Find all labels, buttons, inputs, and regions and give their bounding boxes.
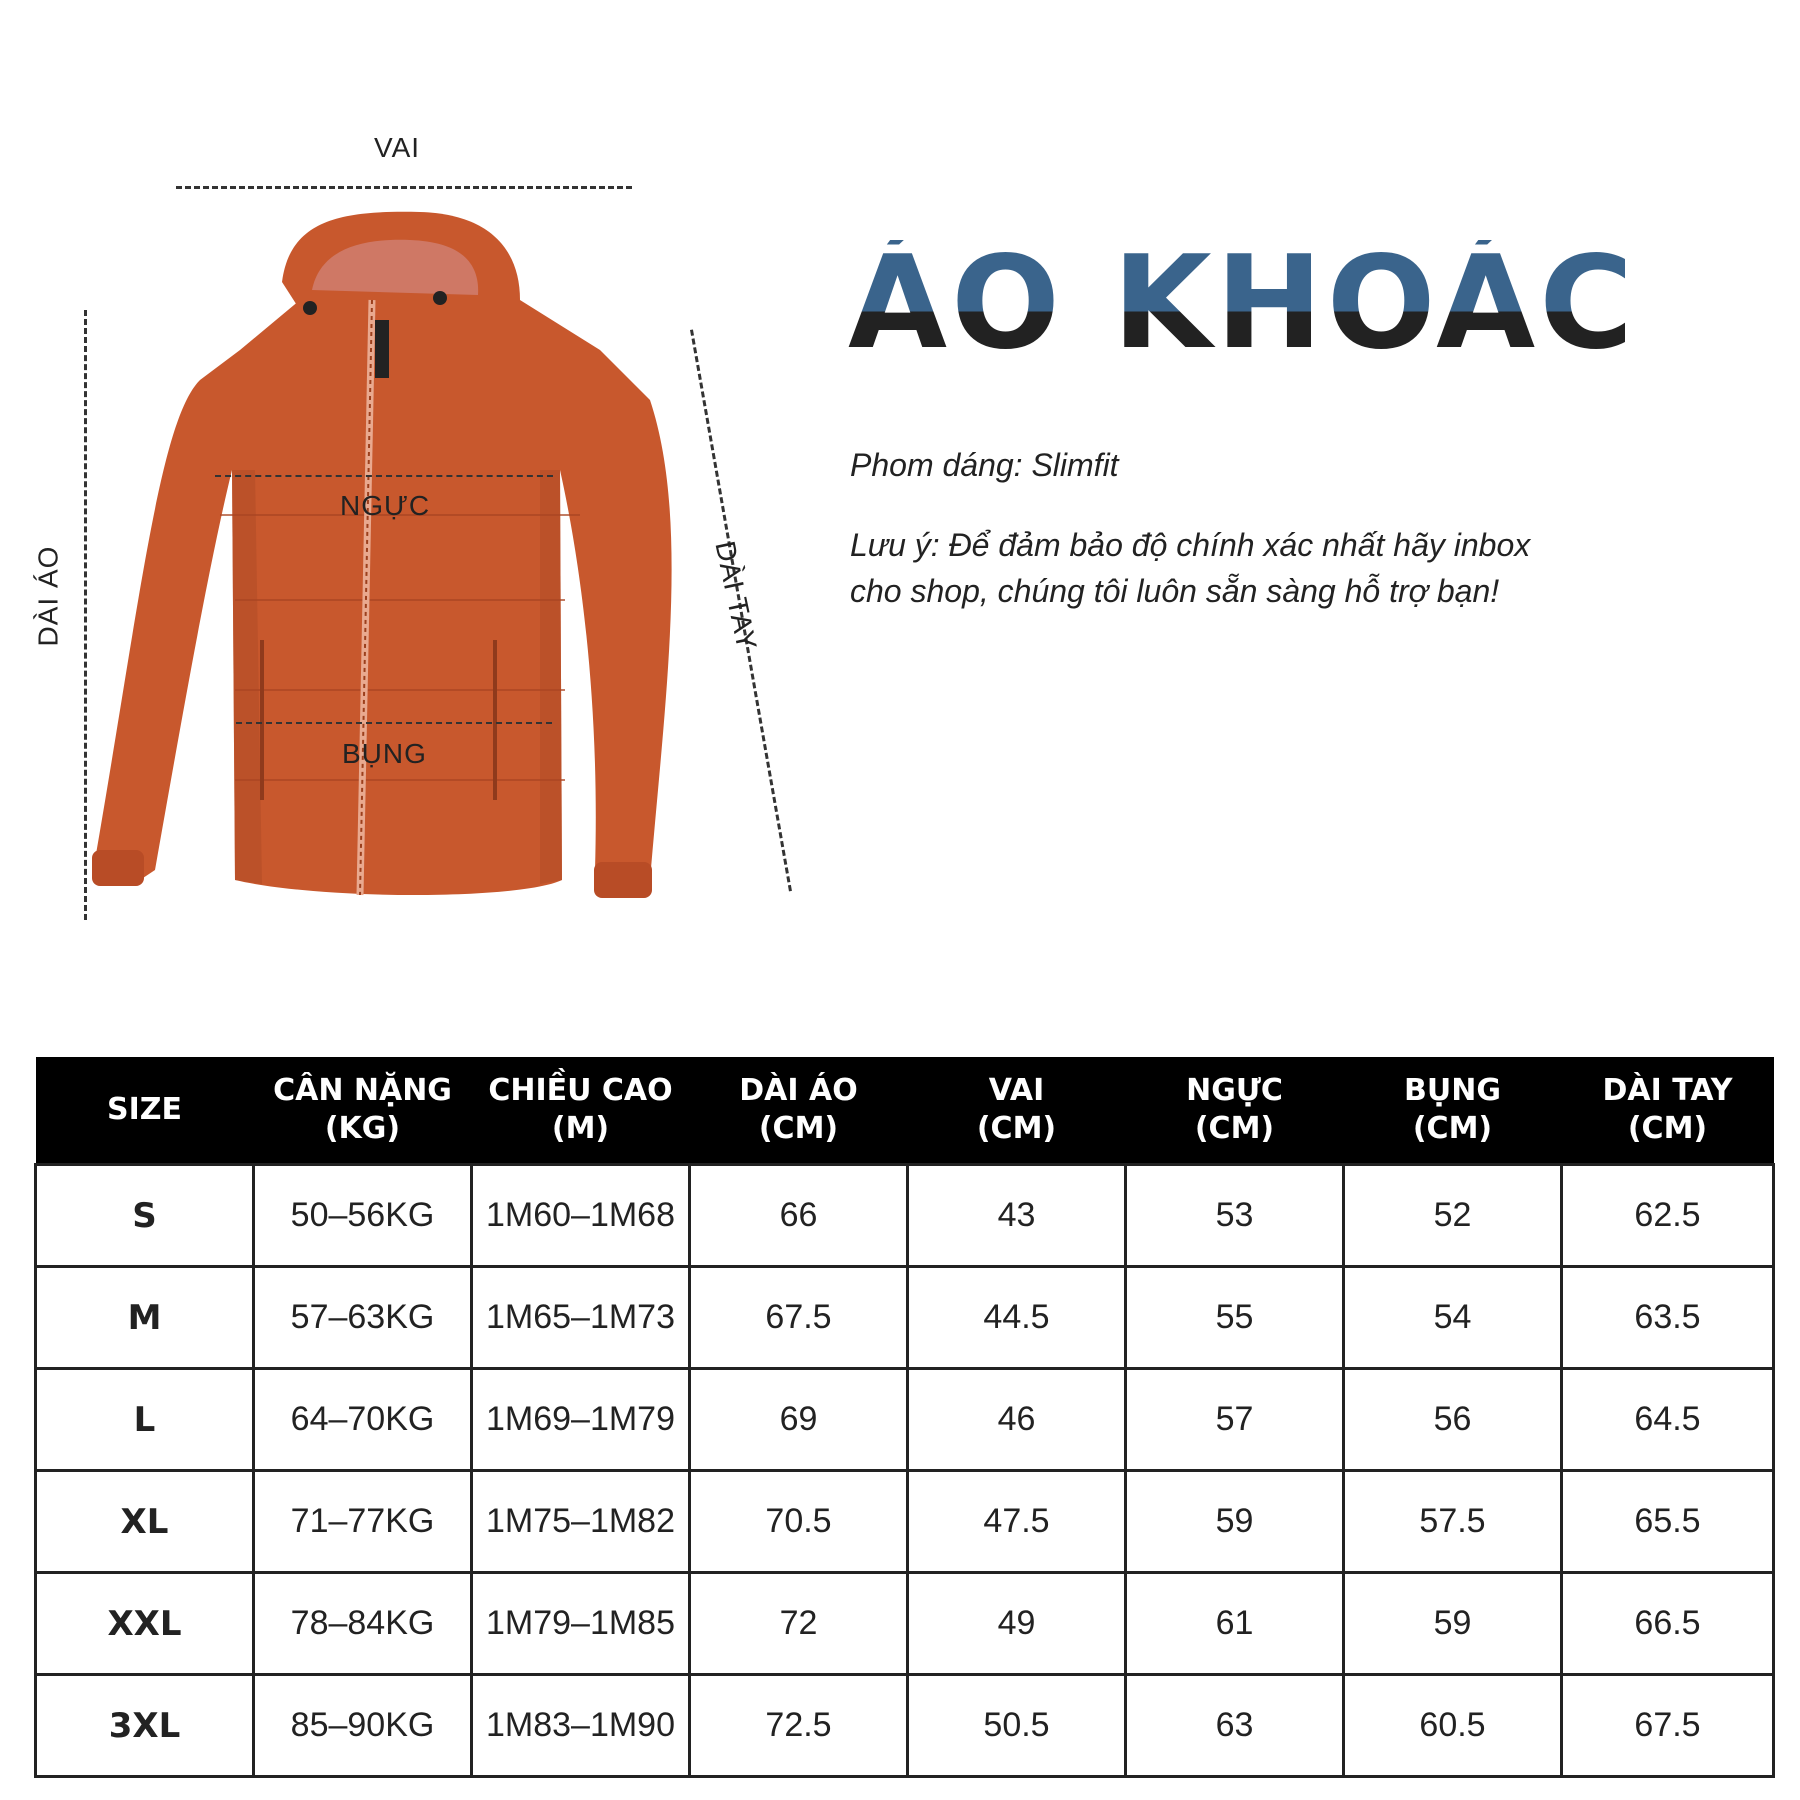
cell-size: S bbox=[36, 1165, 254, 1267]
cell-chest: 57 bbox=[1126, 1369, 1344, 1471]
right-cuff bbox=[594, 862, 652, 898]
size-table bbox=[34, 1057, 1775, 1778]
left-cuff bbox=[92, 850, 144, 886]
cell-size: XL bbox=[36, 1471, 254, 1573]
table-row bbox=[36, 1573, 1774, 1675]
cell-sleeve-length: 64.5 bbox=[1562, 1369, 1774, 1471]
cell-height: 1M69–1M79 bbox=[472, 1369, 690, 1471]
cell-weight: 64–70KG bbox=[254, 1369, 472, 1471]
cell-body-length: 72 bbox=[690, 1573, 908, 1675]
table-header-row bbox=[36, 1057, 1774, 1165]
sleeve-length-label: DÀI TAY bbox=[709, 538, 763, 654]
cell-waist: 59 bbox=[1344, 1573, 1562, 1675]
table-row bbox=[36, 1471, 1774, 1573]
cell-shoulder: 43 bbox=[908, 1165, 1126, 1267]
cell-waist: 60.5 bbox=[1344, 1675, 1562, 1777]
cell-waist: 56 bbox=[1344, 1369, 1562, 1471]
header-height: CHIỀU CAO (M) bbox=[472, 1057, 690, 1165]
cell-shoulder: 44.5 bbox=[908, 1267, 1126, 1369]
table-row bbox=[36, 1675, 1774, 1777]
cell-shoulder: 49 bbox=[908, 1573, 1126, 1675]
shoulder-dashline bbox=[176, 186, 632, 189]
page-title: ÁO KHOÁC bbox=[848, 229, 1638, 378]
cell-chest: 61 bbox=[1126, 1573, 1344, 1675]
header-shoulder: VAI (CM) bbox=[908, 1057, 1126, 1165]
cell-sleeve-length: 62.5 bbox=[1562, 1165, 1774, 1267]
chest-dashline bbox=[215, 475, 553, 477]
chest-label: NGỰC bbox=[340, 490, 431, 521]
cell-height: 1M65–1M73 bbox=[472, 1267, 690, 1369]
cell-body-length: 69 bbox=[690, 1369, 908, 1471]
cell-chest: 53 bbox=[1126, 1165, 1344, 1267]
header-chest: NGỰC (CM) bbox=[1126, 1057, 1344, 1165]
cell-shoulder: 50.5 bbox=[908, 1675, 1126, 1777]
waist-label: BỤNG bbox=[342, 738, 427, 769]
cell-sleeve-length: 67.5 bbox=[1562, 1675, 1774, 1777]
cell-weight: 85–90KG bbox=[254, 1675, 472, 1777]
cell-height: 1M79–1M85 bbox=[472, 1573, 690, 1675]
cell-weight: 57–63KG bbox=[254, 1267, 472, 1369]
cell-weight: 71–77KG bbox=[254, 1471, 472, 1573]
header-waist: BỤNG (CM) bbox=[1344, 1057, 1562, 1165]
shoulder-label: VAI bbox=[374, 132, 421, 163]
note-line-2: cho shop, chúng tôi luôn sẵn sàng hỗ trợ bạn! bbox=[850, 573, 1500, 609]
waist-dashline bbox=[236, 722, 552, 724]
cell-weight: 78–84KG bbox=[254, 1573, 472, 1675]
header-body-length: DÀI ÁO (CM) bbox=[690, 1057, 908, 1165]
cell-weight: 50–56KG bbox=[254, 1165, 472, 1267]
cell-sleeve-length: 66.5 bbox=[1562, 1573, 1774, 1675]
fit-text: Phom dáng: Slimfit bbox=[850, 447, 1119, 483]
cell-height: 1M60–1M68 bbox=[472, 1165, 690, 1267]
table-row bbox=[36, 1267, 1774, 1369]
cell-sleeve-length: 65.5 bbox=[1562, 1471, 1774, 1573]
body-length-label: DÀI ÁO bbox=[32, 545, 64, 647]
cell-height: 1M75–1M82 bbox=[472, 1471, 690, 1573]
header-size: SIZE bbox=[36, 1057, 254, 1165]
cell-size: L bbox=[36, 1369, 254, 1471]
cell-size: 3XL bbox=[36, 1675, 254, 1777]
cell-chest: 55 bbox=[1126, 1267, 1344, 1369]
jacket-body bbox=[95, 300, 672, 895]
cell-body-length: 66 bbox=[690, 1165, 908, 1267]
header-weight: CÂN NẶNG (KG) bbox=[254, 1057, 472, 1165]
cell-body-length: 70.5 bbox=[690, 1471, 908, 1573]
body-length-dashline bbox=[84, 310, 87, 920]
cell-size: M bbox=[36, 1267, 254, 1369]
table-row bbox=[36, 1369, 1774, 1471]
table-row bbox=[36, 1165, 1774, 1267]
cell-waist: 54 bbox=[1344, 1267, 1562, 1369]
cell-size: XXL bbox=[36, 1573, 254, 1675]
note-line-1: Lưu ý: Để đảm bảo độ chính xác nhất hãy inbox bbox=[850, 527, 1531, 563]
cell-waist: 57.5 bbox=[1344, 1471, 1562, 1573]
cell-sleeve-length: 63.5 bbox=[1562, 1267, 1774, 1369]
cell-chest: 63 bbox=[1126, 1675, 1344, 1777]
cell-body-length: 72.5 bbox=[690, 1675, 908, 1777]
cell-shoulder: 46 bbox=[908, 1369, 1126, 1471]
cell-chest: 59 bbox=[1126, 1471, 1344, 1573]
cell-waist: 52 bbox=[1344, 1165, 1562, 1267]
cell-body-length: 67.5 bbox=[690, 1267, 908, 1369]
header-sleeve-length: DÀI TAY (CM) bbox=[1562, 1057, 1774, 1165]
cell-height: 1M83–1M90 bbox=[472, 1675, 690, 1777]
cell-shoulder: 47.5 bbox=[908, 1471, 1126, 1573]
